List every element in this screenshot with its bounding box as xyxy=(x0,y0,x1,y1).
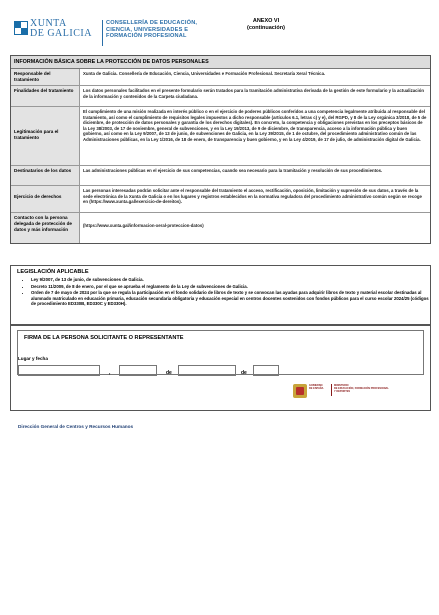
place-date-label: Lugar y fecha xyxy=(18,356,48,361)
row-text: Xunta de Galicia. Consellería de Educación, Ciencia, Universidades e Formación Profesional. Secretaría Xeral Técnica. xyxy=(83,71,326,76)
emblem-divider xyxy=(331,384,332,396)
day-field[interactable] xyxy=(119,365,157,376)
ministerio-line-3: Y DEPORTES xyxy=(334,390,351,394)
row-text: Las administraciones públicas en el ejercicio de sus competencias, cuando sea necesario para la tramitación y resolución de sus procedimientos. xyxy=(83,168,383,173)
legislation-list xyxy=(21,277,431,308)
table-row xyxy=(11,213,430,243)
de-separator-1: de xyxy=(166,370,172,376)
row-label: Ejercicio de derechos xyxy=(11,186,80,212)
annex-label xyxy=(226,18,306,32)
xunta-logo-text xyxy=(30,19,92,39)
logo-text-line-2: DE GALICIA xyxy=(30,28,92,39)
legislation-box xyxy=(10,265,431,325)
place-field[interactable] xyxy=(18,365,100,376)
data-protection-table xyxy=(10,55,431,244)
spain-emblem-icon xyxy=(293,384,307,398)
annex-continuation: (continuación) xyxy=(247,25,285,31)
xunta-logo-icon xyxy=(14,21,28,35)
table-row xyxy=(11,69,430,86)
org-line-2: CIENCIA, UNIVERSIDADES E xyxy=(106,26,189,33)
row-label: Finalidades del tratamiento xyxy=(11,86,80,106)
annex-title: ANEXO VI xyxy=(252,18,280,24)
row-label: Legitimación para el tratamiento xyxy=(11,107,80,165)
table-title: INFORMACIÓN BÁSICA SOBRE LA PROTECCIÓN DE DATOS PERSONALES xyxy=(11,56,430,69)
org-line-3: FORMACIÓN PROFESIONAL xyxy=(106,33,187,39)
consellería-name xyxy=(106,20,197,40)
gobierno-text xyxy=(309,384,323,390)
legislation-title: LEGISLACIÓN APLICABLE xyxy=(17,269,89,275)
month-field[interactable] xyxy=(178,365,236,376)
row-text: El cumplimiento de una misión realizada en interés público o en el ejercicio de poderes públicos conferidos a una competencia legalmente atribuida al responsable del tratamiento, así como el cumplimiento de requisitos legales impuestos a dicho responsable (artículos 6.1, letras c) y e), del RGPD, y 8 de la Ley orgánica 3/2018, de 5 de diciembre, de protección de datos personales y garantía de los derechos digitales). En concreto, la competencia y obligaciones previstas en los preceptos básicos de la Ley 38/2003, de 17 de noviembre, general de subvenciones, y en la Ley 19/2013, de 9 de diciembre, de transparencia, acceso a la información pública y buen gobierno, así como en la Ley 9/2007, de 13 de junio, de subvenciones de Galicia, en la Ley 39/2015, de 1 de octubre, del procedimiento administrativo común de las Administraciones públicas, en la Ley 1/2016, de 18 de enero, de transparencia y buen gobierno, y en la Ley 4/2019, de 17 de julio, de administración digital de Galicia. xyxy=(83,109,427,142)
table-row xyxy=(11,166,430,186)
de-separator-2: de xyxy=(241,370,247,376)
row-label: Contacto con la persona delegada de protección de datos y más información xyxy=(11,213,80,243)
list-item: • Decreto 11/2009, de 8 de enero, por el que se aprueba el reglamento de la Ley de subvenciones de Galicia. xyxy=(31,284,431,290)
table-row xyxy=(11,186,430,213)
row-label: Responsable del tratamiento xyxy=(11,69,80,85)
gobierno-line-2: DE ESPAÑA xyxy=(309,387,324,391)
ministerio-line-2: DE EDUCACIÓN, FORMACIÓN PROFESIONAL xyxy=(334,387,389,391)
list-item: • Ley 9/2007, de 13 de junio, de subvenciones de Galicia. xyxy=(31,277,431,283)
org-line-1: CONSELLERÍA DE EDUCACIÓN, xyxy=(106,20,198,26)
ministerio-text xyxy=(334,384,389,394)
logo-text-line-1: XUNTA xyxy=(30,18,67,29)
row-text: Las personas interesadas podrán solicitar ante el responsable del tratamiento el acceso, rectificación, oposición, limitación y supresión de sus datos, a través de la sede electrónica de la Xunta de Galicia o en los lugares y registros establecidos en la normativa reguladora del procedimiento administrativo común según se recoge en (https://www.xunta.gal/exercicio-de-dereitos). xyxy=(83,188,422,205)
list-item: • Orden de 7 de mayo de 2024 por la que se regula la participación en el fondo solidario de libros de texto y se convocan las ayudas para adquirir libros de texto y material escolar destinadas al alumnado matriculado en educación primaria, educación secundaria obligatoria y educación especial en centros docentes sostenidos con fondos públicos para el curso escolar 2024/25 (códigos de procedimiento ED330B, ED330C y ED330H). xyxy=(31,290,431,307)
header-divider xyxy=(102,20,103,46)
comma-separator: , xyxy=(109,370,111,376)
signature-title: FIRMA DE LA PERSONA SOLICITANTE O REPRESENTANTE xyxy=(24,335,184,341)
ministerio-line-1: MINISTERIO xyxy=(334,384,349,387)
row-text: Los datos personales facilitados en el presente formulario serán tratados para la tramitación administrativa derivada de la gestión de este formulario y la actualización de la información y contenidos de la Carpeta ciudadana. xyxy=(83,88,424,99)
table-row xyxy=(11,107,430,166)
row-link[interactable]: (https://www.xunta.gal/informacion-xeral-proteccion-datos) xyxy=(83,223,204,228)
footer-text: Dirección General de Centros y Recursos Humanos xyxy=(18,424,134,429)
gobierno-line-1: GOBIERNO xyxy=(309,384,323,387)
table-row xyxy=(11,86,430,107)
row-label: Destinatarios de los datos xyxy=(11,166,80,185)
year-field[interactable] xyxy=(253,365,279,376)
